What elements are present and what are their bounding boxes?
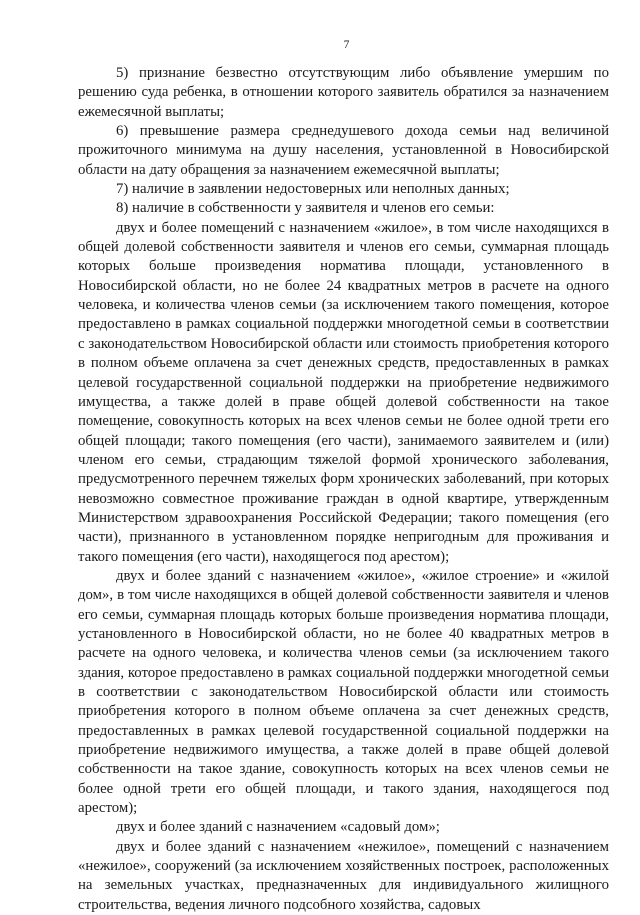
paragraph-garden-houses: двух и более зданий с назначением «садовый дом»; xyxy=(116,819,440,836)
paragraph-residential-premises: двух и более помещений с назначением «жилое», в том числе находящихся в общей долевой собственности заявителя и членов его семьи, суммарная площадь которых больше произведения норматива площади, установленного в Новосибирской области, но не более 24 квадратных метров в расчете на одного человека, и количества членов семьи (за исключением такого помещения, которое предоставлено в рамках социальной поддержки многодетной семьи в соответствии с законодательством Новосибирской области или стоимость приобретения которого в полном объеме оплачена за счет денежных средств, предоставленных в рамках целевой государственной социальной поддержки на приобретение недвижимого имущества, а также долей в праве общей долевой собственности на такое помещение, совокупность которых на всех членов семьи не более одной трети его общей площади; такого помещения (его части), занимаемого заявителем и (или) членом его семьи, страдающим тяжелой формой хронического заболевания, предусмотренного перечнем тяжелых форм хронических заболеваний, при которых невозможно совместное проживание граждан в одной квартире, утвержденным Министерством здравоохранения Российской Федерации; такого помещения (его части), признанного в установленном порядке непригодным для проживания и такого помещения (его части), находящегося под арестом); xyxy=(78,219,609,565)
page-number: 7 xyxy=(343,39,350,51)
paragraph-non-residential: двух и более зданий с назначением «нежилое», помещений с назначением «нежилое», сооружений (за исключением хозяйственных построек, расположенных на земельных участках, предназначенных для индивидуального жилищного строительства, ведения личного подсобного хозяйства, садовых xyxy=(78,838,609,913)
paragraph-item-6: 6) превышение размера среднедушевого дохода семьи над величиной прожиточного минимума на душу населения, установленной в Новосибирской области на дату обращения за назначением ежемесячной выплаты; xyxy=(78,123,609,178)
paragraph-residential-buildings: двух и более зданий с назначением «жилое», «жилое строение» и «жилой дом», в том числе находящихся в общей долевой собственности заявителя и членов его семьи, суммарная площадь которых больше произведения норматива площади, установленного в Новосибирской области, но не более 40 квадратных метров в расчете на одного человека, и количества членов семьи (за исключением такого здания, которое предоставлено в рамках социальной поддержки многодетной семьи в соответствии с законодательством Новосибирской области или стоимость приобретения которого в полном объеме оплачена за счет денежных средств, предоставленных в рамках целевой государственной социальной поддержки на приобретение недвижимого имущества, а также долей в праве общей долевой собственности на такое здание, совокупность которых на всех членов семьи не более одной трети его общей площади, и такого здания, находящегося под арестом); xyxy=(78,567,609,817)
paragraph-item-8: 8) наличие в собственности у заявителя и членов его семьи: xyxy=(116,200,495,217)
paragraph-item-5: 5) признание безвестно отсутствующим либо объявление умершим по решению суда ребенка, в отношении которого заявитель обратился за назначением ежемесячной выплаты; xyxy=(78,65,609,120)
paragraph-item-7: 7) наличие в заявлении недостоверных или неполных данных; xyxy=(116,181,510,198)
